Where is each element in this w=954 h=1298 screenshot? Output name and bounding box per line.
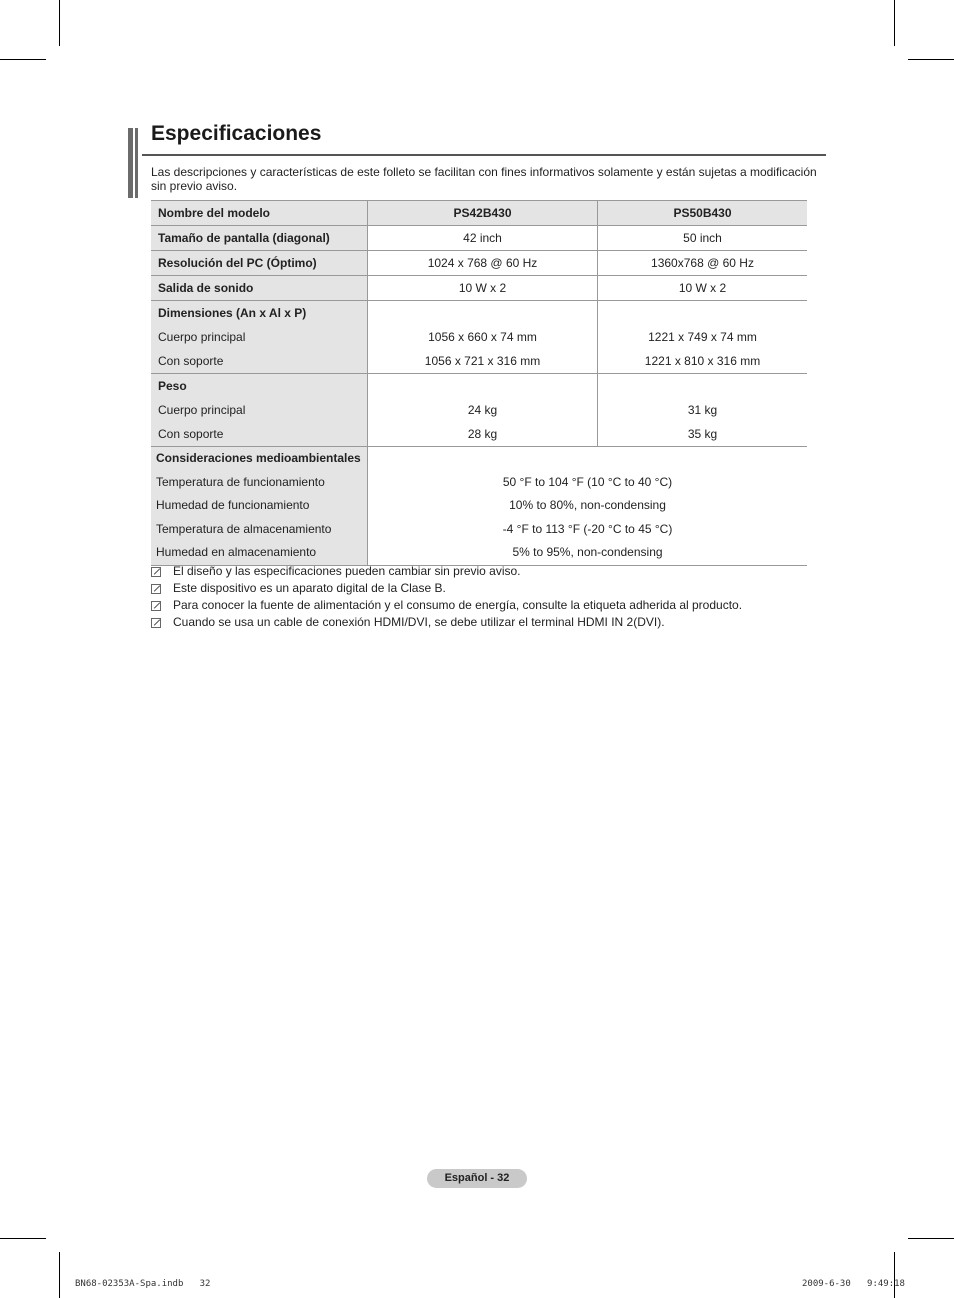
list-item <box>151 563 742 580</box>
note-text: Para conocer la fuente de alimentación y el consumo de energía, consulte la etiqueta adherida al producto. <box>173 598 743 612</box>
table-header-row <box>151 201 807 226</box>
spec-table <box>151 200 807 566</box>
crop-mark <box>894 1252 895 1298</box>
cell-value: 1221 x 749 x 74 mm <box>648 330 757 344</box>
table-row-dimensions <box>151 301 807 374</box>
note-text: El diseño y las especificaciones pueden cambiar sin previo aviso. <box>173 564 521 578</box>
row-label: Peso <box>158 379 187 393</box>
footer-file-name: BN68-02353A-Spa.indb 32 <box>75 1279 211 1289</box>
sub-label: Con soporte <box>158 354 224 368</box>
crop-mark <box>894 0 895 46</box>
notes-list <box>151 563 742 631</box>
cell-value: 10 W x 2 <box>458 281 507 295</box>
cell-value: 1360x768 @ 60 Hz <box>651 256 754 270</box>
footer-timestamp: 2009-6-30 9:49:18 <box>802 1279 905 1289</box>
note-icon <box>151 601 161 611</box>
list-item <box>151 580 742 597</box>
sub-label: Cuerpo principal <box>158 330 246 344</box>
table-row <box>151 226 807 251</box>
row-label: Resolución del PC (Óptimo) <box>158 256 317 270</box>
header-label: Nombre del modelo <box>158 206 271 220</box>
sub-label: Humedad en almacenamiento <box>156 545 317 559</box>
table-row-environment <box>151 447 807 566</box>
crop-mark <box>59 0 60 46</box>
crop-mark <box>0 1238 46 1239</box>
cell-value: -4 °F to 113 °F (-20 °C to 45 °C) <box>502 521 673 536</box>
cell-value: 35 kg <box>687 427 718 441</box>
row-label: Tamaño de pantalla (diagonal) <box>158 231 330 245</box>
cell-value: 42 inch <box>463 231 502 245</box>
cell-value: 50 inch <box>683 231 722 245</box>
list-item <box>151 597 742 614</box>
table-row <box>151 276 807 301</box>
crop-mark <box>59 1252 60 1298</box>
table-row-weight <box>151 374 807 447</box>
note-icon <box>151 567 161 577</box>
cell-value: 10% to 80%, non-condensing <box>509 498 666 512</box>
sub-label: Temperatura de almacenamiento <box>156 521 332 536</box>
cell-value: 28 kg <box>467 427 498 441</box>
cell-value: 1221 x 810 x 316 mm <box>644 354 761 368</box>
cell-value: 1056 x 721 x 316 mm <box>424 354 541 368</box>
cell-value: 50 °F to 104 °F (10 °C to 40 °C) <box>502 474 673 489</box>
cell-value: 10 W x 2 <box>678 281 727 295</box>
header-model-1: PS42B430 <box>453 206 512 220</box>
row-label: Salida de sonido <box>158 281 254 295</box>
list-item <box>151 614 742 631</box>
sub-label: Humedad de funcionamiento <box>156 498 310 512</box>
table-row <box>151 251 807 276</box>
sub-label: Cuerpo principal <box>158 403 246 417</box>
crop-mark <box>908 59 954 60</box>
note-icon <box>151 618 161 628</box>
page-title: Especificaciones <box>151 122 322 145</box>
cell-value: 1056 x 660 x 74 mm <box>428 330 537 344</box>
header-model-2: PS50B430 <box>673 206 732 220</box>
note-text: Este dispositivo es un aparato digital de la Clase B. <box>173 581 446 595</box>
crop-mark <box>908 1238 954 1239</box>
note-icon <box>151 584 161 594</box>
note-text: Cuando se usa un cable de conexión HDMI/DVI, se debe utilizar el terminal HDMI IN 2(DVI). <box>173 615 665 629</box>
row-label: Dimensiones (An x Al x P) <box>158 306 307 320</box>
crop-mark <box>0 59 46 60</box>
intro-text: Las descripciones y características de este folleto se facilitan con fines informativos solamente y están sujetas a modificación sin previo aviso. <box>151 165 817 193</box>
page-number-badge: Español - 32 <box>427 1169 527 1188</box>
cell-value: 1024 x 768 @ 60 Hz <box>427 256 538 270</box>
cell-value: 31 kg <box>687 403 718 417</box>
sub-label: Temperatura de funcionamiento <box>156 474 325 489</box>
cell-value: 5% to 95%, non-condensing <box>512 545 663 559</box>
title-rule <box>142 154 826 156</box>
row-label: Consideraciones medioambientales <box>156 451 361 465</box>
cell-value: 24 kg <box>467 403 498 417</box>
sub-label: Con soporte <box>158 427 224 441</box>
